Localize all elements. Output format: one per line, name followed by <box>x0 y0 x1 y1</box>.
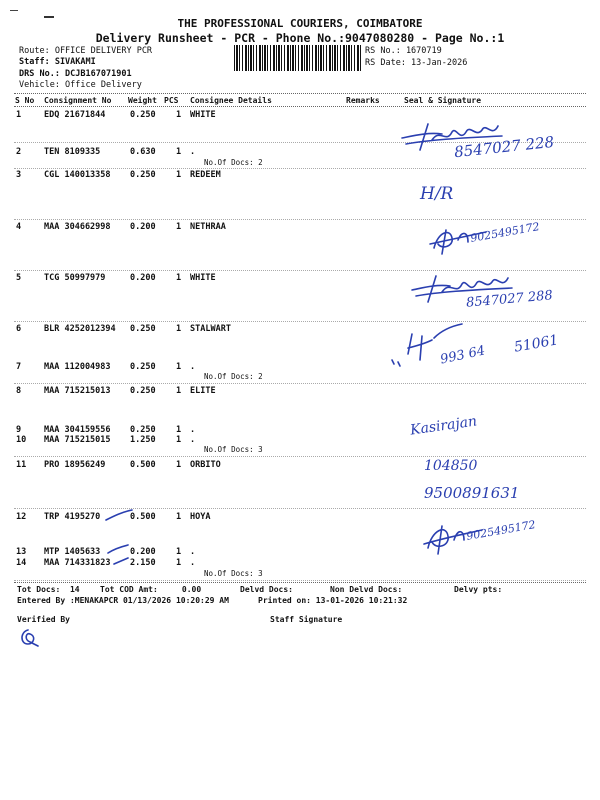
row-consignment-no: MAA 714331823 <box>44 558 111 568</box>
row-consignee: ORBITO <box>190 460 221 470</box>
row-weight: 0.250 <box>130 110 156 120</box>
route-label: Route: OFFICE DELIVERY PCR <box>19 46 153 56</box>
row-divider <box>14 168 586 169</box>
row-consignment-no: MAA 304159556 <box>44 425 111 435</box>
row-docs-count: No.Of Docs: 2 <box>204 372 263 381</box>
row-weight: 0.200 <box>130 273 156 283</box>
col-sno: S No <box>15 96 35 105</box>
handwritten-note-2: 51061 <box>512 332 560 356</box>
drs-number: DRS No.: DCJB167071901 <box>19 69 132 79</box>
row-sno: 5 <box>16 273 22 283</box>
row-weight: 1.250 <box>130 435 156 445</box>
row-sno: 12 <box>16 512 27 522</box>
row-consignee: WHITE <box>190 273 216 283</box>
staff-signature: Staff Signature <box>270 615 343 624</box>
row-weight: 0.250 <box>130 386 156 396</box>
row-pcs: 1 <box>176 512 182 522</box>
row-divider <box>14 580 586 581</box>
row-sno: 14 <box>16 558 27 568</box>
handwritten-kasirajan: Kasirajan <box>409 413 479 439</box>
col-consignee: Consignee Details <box>190 96 272 105</box>
row-consignment-no: MAA 715215013 <box>44 386 111 396</box>
stray-mark-2 <box>44 16 54 18</box>
row-sno: 10 <box>16 435 27 445</box>
row-weight: 2.150 <box>130 558 156 568</box>
header-rule-top <box>14 93 586 94</box>
row-pcs: 1 <box>176 547 182 557</box>
barcode <box>234 45 362 71</box>
row-consignment-no: MAA 112004983 <box>44 362 111 372</box>
header-rule-bottom <box>14 106 586 107</box>
row-pcs: 1 <box>176 386 182 396</box>
row-weight: 0.500 <box>130 512 156 522</box>
row-consignee: STALWART <box>190 324 231 334</box>
row-pcs: 1 <box>176 362 182 372</box>
row-pcs: 1 <box>176 110 182 120</box>
row-weight: 0.200 <box>130 222 156 232</box>
handwritten-phone-4: 9500891631 <box>424 484 520 502</box>
row-sno: 13 <box>16 547 27 557</box>
row-consignee: . <box>190 435 196 445</box>
delvd-docs: Delvd Docs: <box>240 585 293 594</box>
row-pcs: 1 <box>176 425 182 435</box>
verified-by: Verified By <box>17 615 70 624</box>
row-consignment-no: MAA 715215015 <box>44 435 111 445</box>
row-sno: 8 <box>16 386 22 396</box>
row-consignee: . <box>190 147 196 157</box>
row-sno: 7 <box>16 362 22 372</box>
row-weight: 0.250 <box>130 324 156 334</box>
delvy-pts: Delvy pts: <box>454 585 503 594</box>
row-consignment-no: TEN 8109335 <box>44 147 101 157</box>
row-divider <box>14 456 586 457</box>
row-sno: 9 <box>16 425 22 435</box>
row-docs-count: No.Of Docs: 3 <box>204 569 263 578</box>
row-divider <box>14 508 586 509</box>
row-consignee: . <box>190 558 196 568</box>
row-consignment-no: MTP 1405633 <box>44 547 101 557</box>
handwritten-hr: H/R <box>420 184 454 204</box>
verifier-signature <box>18 626 40 648</box>
row-consignment-no: PRO 18956249 <box>44 460 106 470</box>
row-pcs: 1 <box>176 324 182 334</box>
row-consignee: NETHRAA <box>190 222 226 232</box>
row-weight: 0.630 <box>130 147 156 157</box>
company-name: THE PROFESSIONAL COURIERS, COIMBATORE <box>177 17 423 30</box>
handwritten-note-1: 993 64 <box>438 343 487 368</box>
row-pcs: 1 <box>176 273 182 283</box>
row-consignee: . <box>190 362 196 372</box>
row-weight: 0.250 <box>130 170 156 180</box>
row-pcs: 1 <box>176 558 182 568</box>
row-consignee: REDEEM <box>190 170 221 180</box>
row-pcs: 1 <box>176 460 182 470</box>
row-sno: 3 <box>16 170 22 180</box>
row-consignment-no: BLR 4252012394 <box>44 324 116 334</box>
handwritten-phone-2: 9025495172 <box>469 220 541 245</box>
row-divider <box>14 270 586 271</box>
row-sno: 1 <box>16 110 22 120</box>
row-pcs: 1 <box>176 222 182 232</box>
col-consignment: Consignment No <box>44 96 112 105</box>
handwritten-phone-5: 9025495172 <box>465 518 537 543</box>
row-docs-count: No.Of Docs: 2 <box>204 158 263 167</box>
row-consignment-no: TRP 4195270 <box>44 512 101 522</box>
row-sno: 6 <box>16 324 22 334</box>
staff-label: Staff: SIVAKAMI <box>19 57 96 67</box>
totals-rule <box>14 582 586 583</box>
row-divider <box>14 321 586 322</box>
tick-mark-row12 <box>104 508 134 522</box>
row-consignee: . <box>190 547 196 557</box>
col-remarks: Remarks <box>346 96 380 105</box>
total-cod: Tot COD Amt: 0.00 <box>100 585 202 594</box>
handwritten-phone-3: 8547027 288 <box>465 288 554 311</box>
row-consignee: WHITE <box>190 110 216 120</box>
row-weight: 0.250 <box>130 362 156 372</box>
row-consignee: HOYA <box>190 512 211 522</box>
tick-mark-row13 <box>106 543 130 555</box>
row-sno: 11 <box>16 460 27 470</box>
row-consignment-no: CGL 140013358 <box>44 170 111 180</box>
printed-on: Printed on: 13-01-2026 10:21:32 <box>258 596 408 605</box>
row-consignee: ELITE <box>190 386 216 396</box>
row-pcs: 1 <box>176 147 182 157</box>
total-docs: Tot Docs: 14 <box>17 585 80 594</box>
row-divider <box>14 383 586 384</box>
col-weight: Weight <box>128 96 157 105</box>
row-consignment-no: MAA 304662998 <box>44 222 111 232</box>
vehicle-label: Vehicle: Office Delivery <box>19 80 142 90</box>
row-weight: 0.200 <box>130 547 156 557</box>
tick-mark-row14 <box>112 556 130 566</box>
row-docs-count: No.Of Docs: 3 <box>204 445 263 454</box>
row-consignment-no: EDQ 21671844 <box>44 110 106 120</box>
row-divider <box>14 219 586 220</box>
entered-by: Entered By :MENAKAPCR 01/13/2026 10:20:29 AM <box>17 596 229 605</box>
row-sno: 4 <box>16 222 22 232</box>
handwritten-phone-1: 8547027 228 <box>453 132 555 162</box>
row-consignee: . <box>190 425 196 435</box>
non-delvd-docs: Non Delvd Docs: <box>330 585 403 594</box>
row-weight: 0.250 <box>130 425 156 435</box>
row-pcs: 1 <box>176 435 182 445</box>
row-pcs: 1 <box>176 170 182 180</box>
row-consignment-no: TCG 50997979 <box>44 273 106 283</box>
rs-date: RS Date: 13-Jan-2026 <box>365 58 468 68</box>
col-pcs: PCS <box>164 96 179 105</box>
runsheet-title: Delivery Runsheet - PCR - Phone No.:9047080280 - Page No.:1 <box>95 31 505 45</box>
handwritten-code: 104850 <box>424 458 478 474</box>
row-weight: 0.500 <box>130 460 156 470</box>
col-seal: Seal & Signature <box>404 96 482 105</box>
rs-number: RS No.: 1670719 <box>365 46 442 56</box>
row-sno: 2 <box>16 147 22 157</box>
stray-mark <box>10 10 18 11</box>
